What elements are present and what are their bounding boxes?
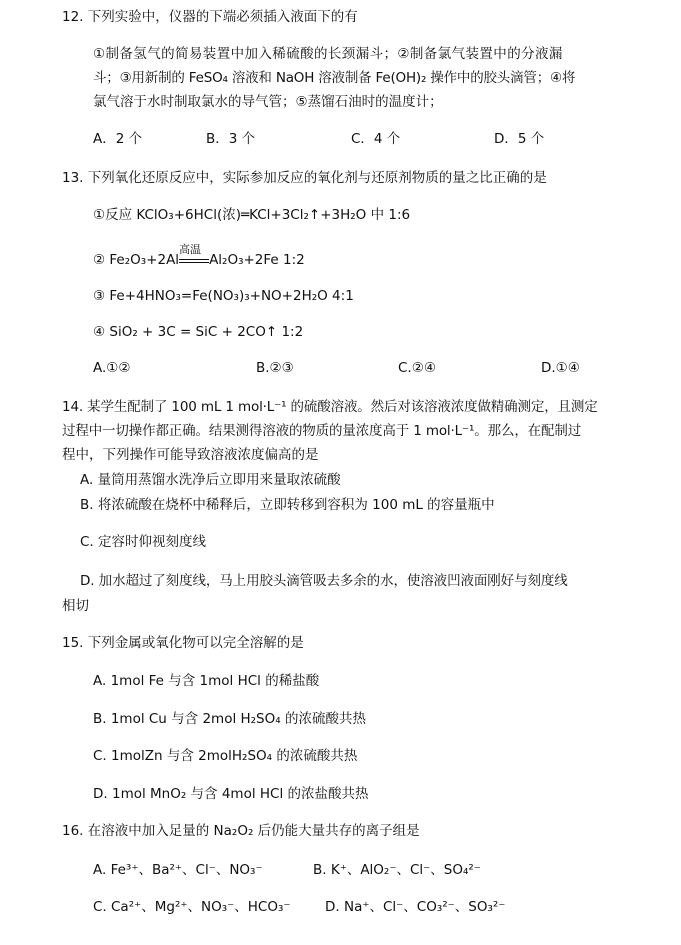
q13-option-c: C.②④ [398, 360, 436, 376]
q16-options-row-1 [0, 861, 681, 879]
q14-option-a: A. 量筒用蒸馏水洗净后立即用来量取浓硫酸 [80, 472, 341, 488]
q12-option-c: C．4 个 [351, 131, 401, 147]
q14-option-c: C. 定容时仰视刻度线 [80, 534, 207, 550]
q15-option-a: A. 1mol Fe 与含 1mol HCl 的稀盐酸 [93, 673, 320, 689]
q12-option-d: D．5 个 [494, 131, 545, 147]
q14-option-b: B. 将浓硫酸在烧杯中稀释后，立即转移到容积为 100 mL 的容量瓶中 [80, 497, 495, 513]
q13-option-a: A.①② [93, 360, 131, 376]
q14-body-line-2: 过程中一切操作都正确。结果测得溶液的物质的量浓度高于 1 mol·L⁻¹。那么，在配制过 [62, 423, 582, 439]
q16-options-row-2 [0, 898, 681, 916]
q13-option-d: D.①④ [541, 360, 580, 376]
q14-body-line-3: 程中，下列操作可能导致溶液浓度偏高的是 [62, 447, 319, 463]
q15-option-d: D. 1mol MnO₂ 与含 4mol HCl 的浓盐酸共热 [93, 786, 369, 802]
q16-option-a: A. Fe³⁺、Ba²⁺、Cl⁻、NO₃⁻ [93, 862, 263, 878]
q13-options [0, 359, 681, 377]
q12-option-b: B．3 个 [206, 131, 256, 147]
q16-option-c: C. Ca²⁺、Mg²⁺、NO₃⁻、HCO₃⁻ [93, 899, 291, 915]
q13-item-4: ④ SiO₂ + 3C = SiC + 2CO↑ 1:2 [93, 324, 304, 340]
reaction-condition-line [179, 259, 209, 263]
q15-stem: 15. 下列金属或氧化物可以完全溶解的是 [62, 635, 304, 651]
q13-item-3: ③ Fe+4HNO₃=Fe(NO₃)₃+NO+2H₂O 4:1 [93, 288, 354, 304]
q13-item-2-reactants: ② Fe₂O₃+2Al [93, 252, 180, 268]
q14-option-d-line-1: D. 加水超过了刻度线，马上用胶头滴管吸去多余的水，使溶液凹液面刚好与刻度线 [80, 573, 568, 589]
reaction-condition-arrow [179, 243, 209, 269]
q13-stem: 13. 下列氧化还原反应中，实际参加反应的氧化剂与还原剂物质的量之比正确的是 [62, 170, 547, 186]
q16-option-d: D. Na⁺、Cl⁻、CO₃²⁻、SO₃²⁻ [325, 899, 506, 915]
q16-stem: 16. 在溶液中加入足量的 Na₂O₂ 后仍能大量共存的离子组是 [62, 823, 420, 839]
q13-item-1: ①反应 KClO₃+6HCl(浓)═KCl+3Cl₂↑+3H₂O 中 1:6 [93, 207, 411, 223]
q12-stem: 12. 下列实验中，仪器的下端必须插入液面下的有 [62, 9, 358, 25]
q15-option-b: B. 1mol Cu 与含 2mol H₂SO₄ 的浓硫酸共热 [93, 711, 366, 727]
q13-item-2 [93, 243, 305, 269]
q14-body-line-1: 14. 某学生配制了 100 mL 1 mol·L⁻¹ 的硫酸溶液。然后对该溶液浓度做精确测定，且测定 [62, 399, 598, 415]
q12-body-line-1: ①制备氢气的简易装置中加入稀硫酸的长颈漏斗；②制备氯气装置中的分液漏 [93, 46, 563, 62]
q15-option-c: C. 1molZn 与含 2molH₂SO₄ 的浓硫酸共热 [93, 748, 358, 764]
reaction-condition-label: 高温 [179, 243, 202, 256]
q13-option-b: B.②③ [256, 360, 294, 376]
q12-options [0, 130, 681, 148]
q12-body-line-3: 氯气溶于水时制取氯水的导气管；⑤蒸馏石油时的温度计； [93, 94, 443, 110]
q14-option-d-line-2: 相切 [62, 598, 89, 614]
q16-option-b: B. K⁺、AlO₂⁻、Cl⁻、SO₄²⁻ [313, 862, 481, 878]
q13-item-2-products: Al₂O₃+2Fe 1:2 [209, 252, 305, 268]
q12-body-line-2: 斗；③用新制的 FeSO₄ 溶液和 NaOH 溶液制备 Fe(OH)₂ 操作中的胶头滴管；④将 [93, 70, 576, 86]
q12-option-a: A．2 个 [93, 131, 143, 147]
